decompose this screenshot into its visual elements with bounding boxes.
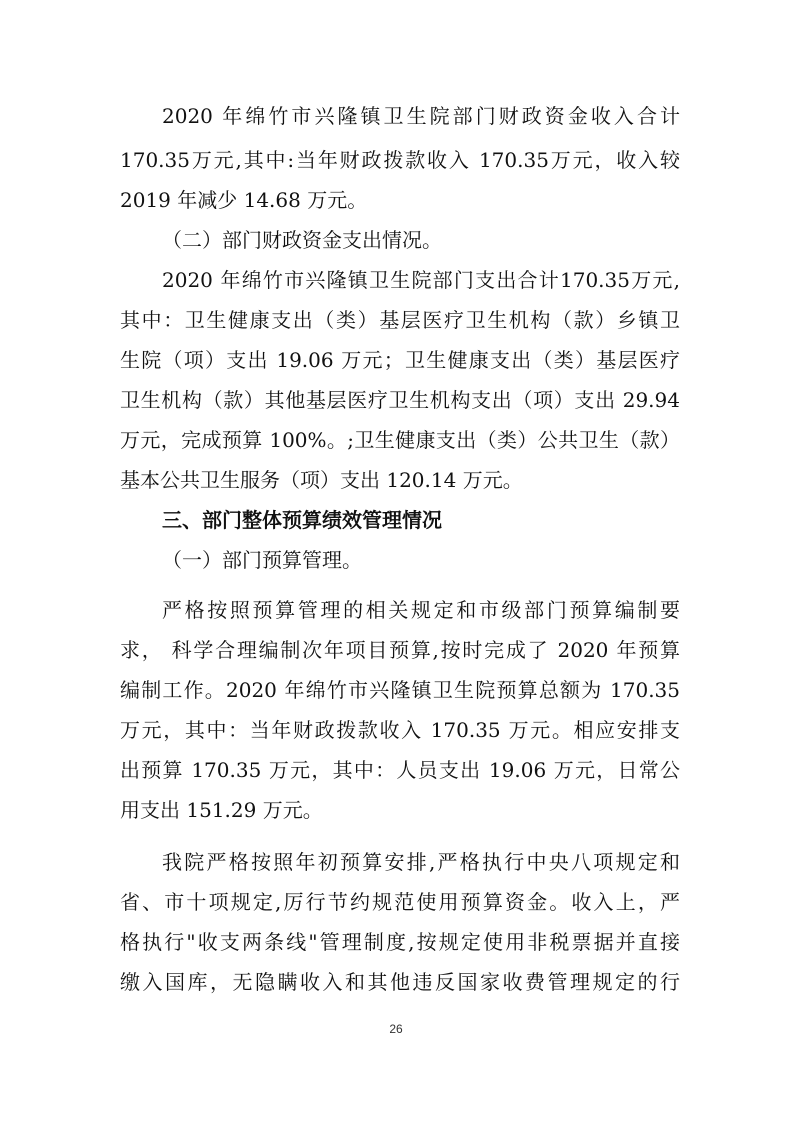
body-line: 万元，其中：当年财政拨款收入 170.35 万元。相应安排支	[120, 718, 680, 742]
section-subheading: （二）部门财政资金支出情况。	[162, 228, 442, 252]
body-line: 用支出 151.29 万元。	[120, 798, 323, 822]
section-heading: 三、部门整体预算绩效管理情况	[162, 508, 442, 532]
body-line: 严格按照预算管理的相关规定和市级部门预算编制要	[162, 598, 680, 622]
body-line: 我院严格按照年初预算安排,严格执行中央八项规定和	[162, 850, 680, 874]
body-line: 其中：卫生健康支出（类）基层医疗卫生机构（款）乡镇卫	[120, 308, 680, 332]
body-line: 卫生机构（款）其他基层医疗卫生机构支出（项）支出 29.94	[120, 388, 680, 412]
body-line: 生院（项）支出 19.06 万元；卫生健康支出（类）基层医疗	[120, 348, 680, 372]
body-line: 格执行"收支两条线"管理制度,按规定使用非税票据并直接	[120, 930, 680, 954]
body-line: 万元，完成预算 100%。;卫生健康支出（类）公共卫生（款）	[120, 428, 680, 452]
body-line: 缴入国库，无隐瞒收入和其他违反国家收费管理规定的行	[120, 970, 680, 994]
body-line: 2020 年绵竹市兴隆镇卫生院部门财政资金收入合计	[162, 104, 680, 128]
body-line: 基本公共卫生服务（项）支出 120.14 万元。	[120, 468, 523, 492]
section-subheading: （一）部门预算管理。	[162, 548, 362, 572]
body-line: 2020 年绵竹市兴隆镇卫生院部门支出合计170.35万元,	[162, 268, 680, 292]
body-line: 170.35万元,其中:当年财政拨款收入 170.35万元，收入较	[120, 148, 680, 172]
body-line: 编制工作。2020 年绵竹市兴隆镇卫生院预算总额为 170.35	[120, 678, 680, 702]
body-line: 省、市十项规定,厉行节约规范使用预算资金。收入上，严	[120, 890, 680, 914]
body-line: 2019 年减少 14.68 万元。	[120, 188, 368, 212]
page-number: 26	[389, 1022, 403, 1036]
body-line: 求， 科学合理编制次年项目预算,按时完成了 2020 年预算	[120, 638, 680, 662]
body-line: 出预算 170.35 万元，其中：人员支出 19.06 万元，日常公	[120, 758, 680, 782]
